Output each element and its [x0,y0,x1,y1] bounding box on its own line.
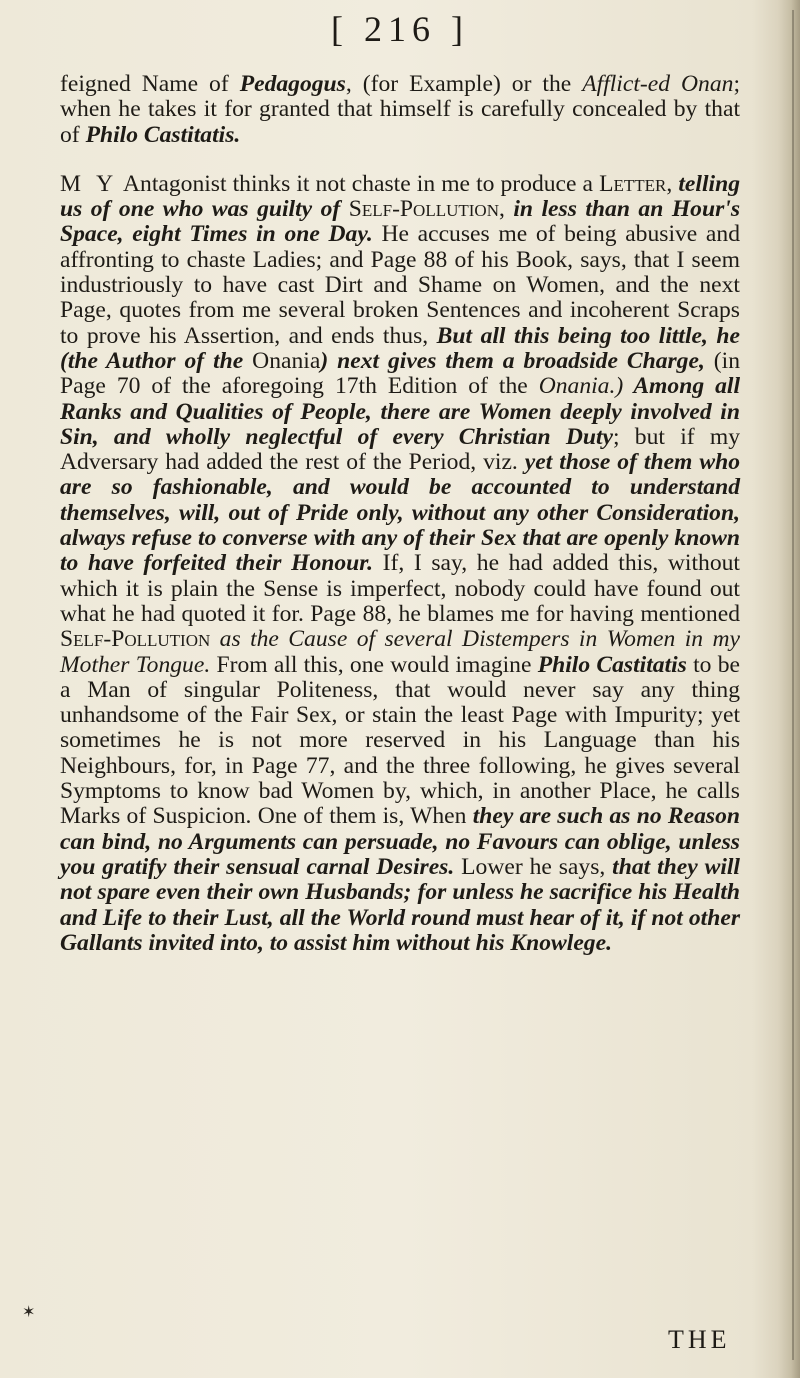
catchword: THE [668,1325,731,1354]
paragraph-2 [60,172,740,956]
text-run: , (for Example) or the [345,71,583,97]
paragraph-1 [60,72,740,148]
italic-run: yet those of them who are so fashionable, and would be accounted to understand themselves, will, out of Pride only, without any other Consideration, always refuse to converse with any of their Sex that are openly known to have forfeited their Honour. [60,449,741,577]
text-run: Lower he says, [454,853,613,880]
italic-run: Afflict-ed Onan [582,71,734,97]
small-caps-run: Letter [599,170,667,197]
page-edge-line [792,10,794,1360]
text-run [210,626,219,652]
italic-run: Pedagogus [239,71,346,97]
text-run: , [498,196,514,223]
italic-run: Onania.) [538,373,624,400]
body-text [60,72,740,956]
small-caps-run: Self-Pollution [348,196,499,223]
text-run: ; when he takes it for granted that himself is carefully concealed by that of [60,71,740,148]
italic-run: But all this being too little, he (the Author of the [60,322,740,374]
margin-mark: ✶ [22,1304,36,1321]
italic-run: Philo Castitatis. [85,121,241,148]
italic-run: ) next gives them a broadside Charge, [320,347,705,374]
italic-run: Philo Castitatis [537,651,687,678]
text-run: to be a Man of singular Politeness, that would never say any thing unhandsome of the Fair Sex, or stain the least Page with Impurity; yet sometimes he is not more reserved in his Language than his Neighbours, for, in Page 77, and the three following, he gives several Symptoms to know bad Women by, which, in another Place, he calls Marks of Suspicion. One of them is, When [60,651,740,830]
text-run: ; but if my Adversary had added the rest of the Period, viz. [60,423,740,476]
italic-run: they are such as no Reason can bind, no Arguments can persuade, no Favours can oblige, unless you gratify their sensual carnal Desires. [60,803,740,880]
text-run: feigned Name of [60,71,240,97]
text-run: (in Page 70 of the aforegoing 17th Edition of the [60,347,740,400]
italic-run: Among all Ranks and Qualities of People, there are Women deeply involved in Sin, and wholly neglectful of every Christian Duty [60,373,740,450]
italic-run: that they will not spare even their own Husbands; for unless he sacrifice his Health and Life to their Lust, all the World round must hear of it, if not other Gallants invited into, to assist him without his Knowlege. [60,853,740,956]
text-run: From all this, one would imagine [210,651,538,678]
text-run: Antagonist thinks it not chaste in me to produce a [118,170,600,197]
text-run: If, I say, he had added this, without which it is plain the Sense is imperfect, nobody could have found out what he had quoted it for. Page 88, he blames me for having mentioned [60,550,740,627]
opening-words: M Y [60,170,119,197]
page-number: [ 216 ] [331,9,469,49]
page-edge-shadow [778,0,800,1378]
italic-run: telling us of one who was guilty of [60,170,740,223]
small-caps-run: Self-Pollution [60,626,211,653]
text-run: , [666,170,679,197]
italic-run: as the Cause of several Distempers in Women in my Mother Tongue. [60,626,740,678]
text-run: He accuses me of being abusive and affronting to chaste Ladies; and Page 88 of his Book, says, that I seem industriously to have cast Dirt and Shame on Women, and the next Page, quotes from me several broken Sentences and incoherent Scraps to prove his Assertion, and ends thus, [60,221,740,349]
italic-run: in less than an Hour's Space, eight Times in one Day. [60,196,741,248]
text-run: Onania [252,347,321,374]
